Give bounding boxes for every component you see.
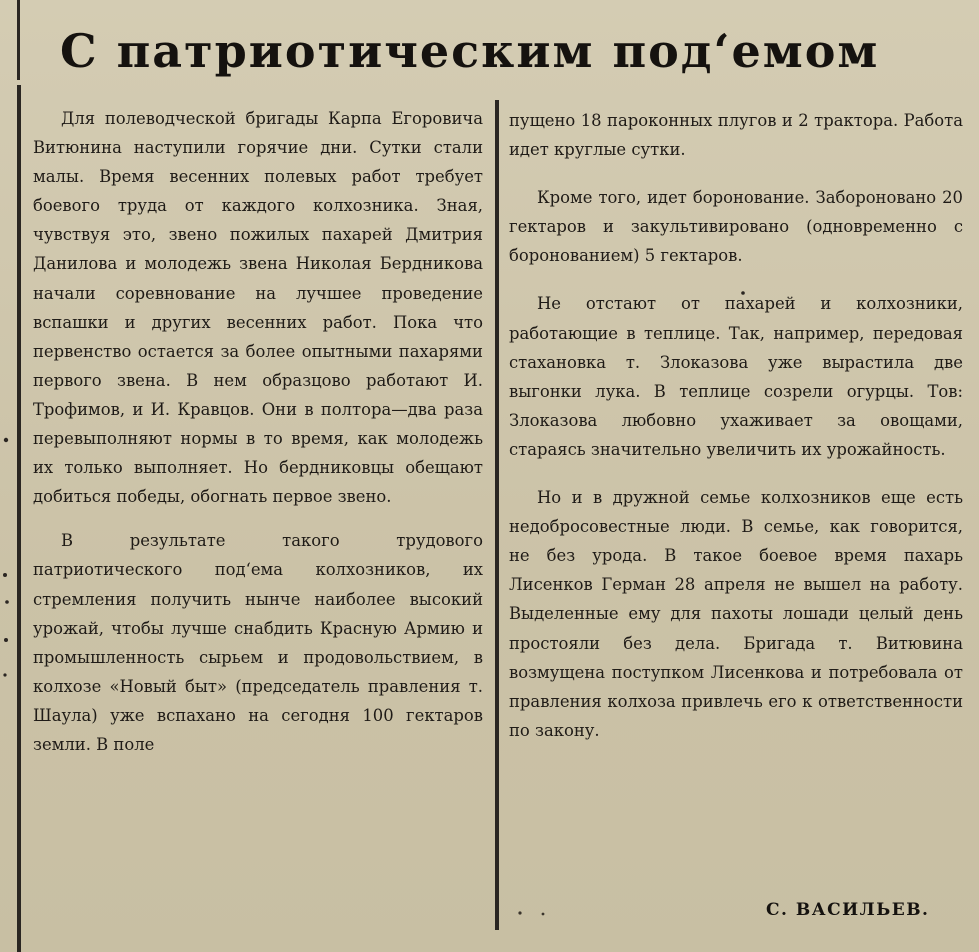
paragraph-2: В результате такого трудового патриотического под‘ема колхозников, их стремления получить нынче наиболее высокий урожай, чтобы лучше снабдить Красную Армию и промышленность сырьем и продовольствием, в колхозе «Новый быт» (председатель правления т. Шаула) уже вспахано на сегодня 100 гектаров земли. В поле bbox=[33, 531, 483, 754]
paragraph-5: Не отстают от пахарей и колхозники, работающие в теплице. Так, например, передовая стахановка т. Злоказова уже вырастила две выгонки лука. В теплице созрели огурцы. Тов: Злоказова любовно ухаживает за овощами, стараясь значительно увеличить их урожайность. bbox=[509, 294, 963, 459]
right-column bbox=[509, 106, 963, 745]
paragraph-3: пущено 18 пароконных плугов и 2 трактора. Работа идет круглые сутки. bbox=[509, 111, 963, 160]
left-column bbox=[33, 104, 483, 759]
article-headline: С патриотическим под‘емом bbox=[60, 24, 880, 78]
author-signature: С. ВАСИЛЬЕВ. bbox=[766, 900, 930, 920]
left-column-rule bbox=[17, 85, 21, 952]
column-divider-rule bbox=[495, 100, 499, 930]
paragraph-1: Для полеводческой бригады Карпа Егоровича Витюнина наступили горячие дни. Сутки стали малы. Время весенних полевых работ требует боевого труда от каждого колхозника. Зная, чувствуя это, звено пожилых пахарей Дмитрия Данилова и молодежь звена Николая Бердникова начали соревнование на лучшее проведение вспашки и других весенних работ. Пока что первенство остается за более опытными пахарями первого звена. В нем образцово работают И. Трофимов, и И. Кравцов. Они в полтора—два раза перевыполняют нормы в то время, как молодежь их только выполняет. Но бердниковцы обещают добиться победы, обогнать первое звено. bbox=[33, 109, 483, 507]
paragraph-6: Но и в дружной семье колхозников еще есть недобросовестные люди. В семье, как говорится, не без урода. В такое боевое время пахарь Лисенков Герман 28 апреля не вышел на работу. Выделенные ему для пахоты лошади целый день простояли без дела. Бригада т. Витювина возмущена поступком Лисенкова и потребовала от правления колхоза привлечь его к ответственности по закону. bbox=[509, 488, 963, 740]
left-edge-rule bbox=[17, 0, 20, 80]
paragraph-4: Кроме того, идет боронование. Заборонованo 20 гектаров и закультивировано (одновременно с боронованием) 5 гектаров. bbox=[509, 188, 963, 266]
